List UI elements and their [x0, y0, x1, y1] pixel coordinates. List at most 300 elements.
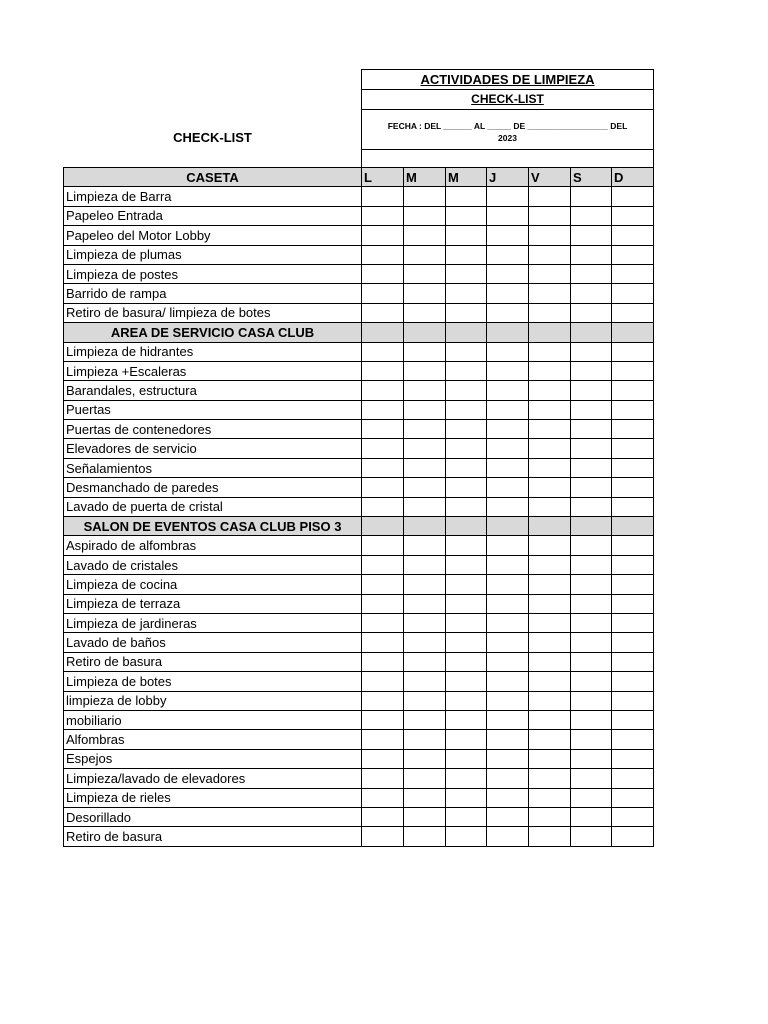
section-header-row — [64, 517, 654, 536]
check-cell[interactable] — [362, 264, 404, 283]
check-cell[interactable] — [362, 594, 404, 613]
check-cell[interactable] — [529, 206, 571, 225]
task-row — [64, 827, 654, 846]
check-cell[interactable] — [487, 788, 529, 807]
check-cell[interactable] — [529, 633, 571, 652]
check-cell[interactable] — [571, 361, 612, 380]
section-fill-cell — [404, 517, 446, 536]
check-cell[interactable] — [362, 672, 404, 691]
check-cell[interactable] — [446, 827, 487, 846]
check-cell[interactable] — [404, 187, 446, 206]
task-row — [64, 613, 654, 632]
task-row — [64, 807, 654, 826]
task-label: limpieza de lobby — [64, 691, 362, 710]
check-cell[interactable] — [529, 575, 571, 594]
check-cell[interactable] — [571, 264, 612, 283]
check-cell[interactable] — [446, 245, 487, 264]
check-cell[interactable] — [612, 420, 654, 439]
task-row — [64, 206, 654, 225]
check-cell[interactable] — [362, 633, 404, 652]
check-cell[interactable] — [404, 613, 446, 632]
check-cell[interactable] — [446, 613, 487, 632]
task-label: Limpieza de terraza — [64, 594, 362, 613]
check-cell[interactable] — [487, 536, 529, 555]
check-cell[interactable] — [487, 264, 529, 283]
task-row — [64, 187, 654, 206]
check-cell[interactable] — [529, 497, 571, 516]
check-cell[interactable] — [404, 264, 446, 283]
check-cell[interactable] — [487, 420, 529, 439]
check-cell[interactable] — [404, 439, 446, 458]
check-cell[interactable] — [487, 575, 529, 594]
check-cell[interactable] — [404, 497, 446, 516]
check-cell[interactable] — [362, 458, 404, 477]
check-cell[interactable] — [529, 284, 571, 303]
check-cell[interactable] — [529, 381, 571, 400]
check-cell[interactable] — [571, 730, 612, 749]
check-cell[interactable] — [404, 381, 446, 400]
check-cell[interactable] — [571, 439, 612, 458]
section-fill-cell — [362, 323, 404, 342]
check-cell[interactable] — [612, 769, 654, 788]
check-cell[interactable] — [612, 807, 654, 826]
section-fill-cell — [404, 323, 446, 342]
check-cell[interactable] — [362, 769, 404, 788]
check-cell[interactable] — [571, 672, 612, 691]
day-header: J — [487, 168, 529, 187]
check-cell[interactable] — [571, 749, 612, 768]
check-cell[interactable] — [529, 458, 571, 477]
check-cell[interactable] — [612, 633, 654, 652]
check-cell[interactable] — [446, 439, 487, 458]
check-cell[interactable] — [487, 769, 529, 788]
check-cell[interactable] — [487, 652, 529, 671]
check-cell[interactable] — [612, 788, 654, 807]
check-cell[interactable] — [529, 555, 571, 574]
check-cell[interactable] — [362, 478, 404, 497]
check-cell[interactable] — [529, 730, 571, 749]
check-cell[interactable] — [446, 672, 487, 691]
check-cell[interactable] — [446, 226, 487, 245]
check-cell[interactable] — [404, 303, 446, 322]
check-cell[interactable] — [529, 613, 571, 632]
section-fill-cell — [571, 517, 612, 536]
check-cell[interactable] — [404, 652, 446, 671]
check-cell[interactable] — [571, 769, 612, 788]
check-cell[interactable] — [446, 788, 487, 807]
check-cell[interactable] — [362, 206, 404, 225]
task-row — [64, 342, 654, 361]
check-cell[interactable] — [612, 575, 654, 594]
check-cell[interactable] — [446, 730, 487, 749]
check-cell[interactable] — [404, 594, 446, 613]
check-cell[interactable] — [612, 342, 654, 361]
check-cell[interactable] — [571, 226, 612, 245]
check-cell[interactable] — [362, 749, 404, 768]
task-row — [64, 672, 654, 691]
check-cell[interactable] — [529, 303, 571, 322]
task-label: Espejos — [64, 749, 362, 768]
check-cell[interactable] — [487, 613, 529, 632]
task-row — [64, 652, 654, 671]
check-cell[interactable] — [362, 788, 404, 807]
check-cell[interactable] — [487, 594, 529, 613]
check-cell[interactable] — [571, 536, 612, 555]
check-cell[interactable] — [404, 420, 446, 439]
check-cell[interactable] — [446, 749, 487, 768]
check-cell[interactable] — [404, 710, 446, 729]
check-cell[interactable] — [362, 497, 404, 516]
section-fill-cell — [362, 517, 404, 536]
check-cell[interactable] — [446, 342, 487, 361]
check-cell[interactable] — [529, 672, 571, 691]
check-cell[interactable] — [612, 827, 654, 846]
day-header: M — [404, 168, 446, 187]
check-cell[interactable] — [446, 575, 487, 594]
check-cell[interactable] — [487, 478, 529, 497]
check-cell[interactable] — [612, 206, 654, 225]
check-cell[interactable] — [612, 361, 654, 380]
check-cell[interactable] — [404, 361, 446, 380]
check-cell[interactable] — [446, 187, 487, 206]
check-cell[interactable] — [571, 633, 612, 652]
check-cell[interactable] — [446, 264, 487, 283]
check-cell[interactable] — [571, 652, 612, 671]
check-cell[interactable] — [529, 245, 571, 264]
check-cell[interactable] — [404, 633, 446, 652]
task-row — [64, 381, 654, 400]
check-cell[interactable] — [612, 497, 654, 516]
check-cell[interactable] — [529, 788, 571, 807]
check-cell[interactable] — [362, 226, 404, 245]
check-cell[interactable] — [404, 400, 446, 419]
task-row — [64, 575, 654, 594]
check-cell[interactable] — [446, 691, 487, 710]
task-row — [64, 303, 654, 322]
check-cell[interactable] — [571, 691, 612, 710]
check-cell[interactable] — [487, 807, 529, 826]
check-cell[interactable] — [612, 284, 654, 303]
check-cell[interactable] — [362, 710, 404, 729]
check-cell[interactable] — [404, 245, 446, 264]
check-cell[interactable] — [571, 284, 612, 303]
check-cell[interactable] — [446, 807, 487, 826]
task-row — [64, 730, 654, 749]
task-row — [64, 439, 654, 458]
check-cell[interactable] — [487, 400, 529, 419]
check-cell[interactable] — [487, 555, 529, 574]
check-cell[interactable] — [362, 187, 404, 206]
check-cell[interactable] — [487, 691, 529, 710]
check-cell[interactable] — [362, 284, 404, 303]
check-cell[interactable] — [362, 439, 404, 458]
check-cell[interactable] — [404, 478, 446, 497]
check-cell[interactable] — [362, 400, 404, 419]
check-cell[interactable] — [529, 710, 571, 729]
check-cell[interactable] — [404, 342, 446, 361]
check-cell[interactable] — [446, 458, 487, 477]
check-cell[interactable] — [446, 769, 487, 788]
task-label: Limpieza de botes — [64, 672, 362, 691]
check-cell[interactable] — [612, 594, 654, 613]
task-label: Elevadores de servicio — [64, 439, 362, 458]
check-cell[interactable] — [404, 788, 446, 807]
check-cell[interactable] — [571, 400, 612, 419]
task-label: Limpieza de hidrantes — [64, 342, 362, 361]
task-row — [64, 710, 654, 729]
check-cell[interactable] — [487, 284, 529, 303]
check-cell[interactable] — [612, 303, 654, 322]
check-cell[interactable] — [571, 788, 612, 807]
task-label: Alfombras — [64, 730, 362, 749]
check-cell[interactable] — [487, 187, 529, 206]
check-cell[interactable] — [571, 497, 612, 516]
section-header-row — [64, 323, 654, 342]
check-cell[interactable] — [362, 303, 404, 322]
check-cell[interactable] — [612, 264, 654, 283]
check-cell[interactable] — [529, 691, 571, 710]
check-cell[interactable] — [487, 361, 529, 380]
check-cell[interactable] — [404, 458, 446, 477]
check-cell[interactable] — [529, 264, 571, 283]
check-cell[interactable] — [571, 381, 612, 400]
check-cell[interactable] — [404, 226, 446, 245]
header-subtitle: CHECK-LIST — [362, 90, 653, 110]
check-cell[interactable] — [571, 478, 612, 497]
check-cell[interactable] — [446, 594, 487, 613]
task-row — [64, 536, 654, 555]
check-cell[interactable] — [612, 187, 654, 206]
task-row — [64, 264, 654, 283]
day-header: D — [612, 168, 654, 187]
check-cell[interactable] — [529, 420, 571, 439]
check-cell[interactable] — [362, 381, 404, 400]
check-cell[interactable] — [571, 206, 612, 225]
check-cell[interactable] — [404, 555, 446, 574]
check-cell[interactable] — [571, 458, 612, 477]
check-cell[interactable] — [612, 245, 654, 264]
check-cell[interactable] — [362, 420, 404, 439]
check-cell[interactable] — [446, 284, 487, 303]
check-cell[interactable] — [571, 594, 612, 613]
check-cell[interactable] — [571, 807, 612, 826]
section-fill-cell — [529, 323, 571, 342]
section-fill-cell — [612, 517, 654, 536]
check-cell[interactable] — [487, 633, 529, 652]
check-cell[interactable] — [362, 575, 404, 594]
date-line-year: 2023 — [498, 133, 517, 143]
check-cell[interactable] — [612, 749, 654, 768]
task-label: Desmanchado de paredes — [64, 478, 362, 497]
header-box — [361, 69, 654, 150]
check-cell[interactable] — [612, 710, 654, 729]
check-cell[interactable] — [529, 769, 571, 788]
check-cell[interactable] — [612, 555, 654, 574]
check-cell[interactable] — [571, 187, 612, 206]
task-row — [64, 245, 654, 264]
check-cell[interactable] — [571, 613, 612, 632]
task-label: Limpieza de jardineras — [64, 613, 362, 632]
check-cell[interactable] — [446, 536, 487, 555]
check-cell[interactable] — [487, 749, 529, 768]
check-cell[interactable] — [529, 749, 571, 768]
task-row — [64, 691, 654, 710]
day-header: V — [529, 168, 571, 187]
check-cell[interactable] — [446, 497, 487, 516]
check-cell[interactable] — [446, 303, 487, 322]
check-cell[interactable] — [612, 458, 654, 477]
section-fill-cell — [446, 517, 487, 536]
task-label: Papeleo del Motor Lobby — [64, 226, 362, 245]
check-cell[interactable] — [404, 206, 446, 225]
task-row — [64, 400, 654, 419]
check-cell[interactable] — [612, 226, 654, 245]
check-cell[interactable] — [404, 284, 446, 303]
check-cell[interactable] — [571, 575, 612, 594]
task-label: Barrido de rampa — [64, 284, 362, 303]
check-cell[interactable] — [612, 439, 654, 458]
check-cell[interactable] — [362, 652, 404, 671]
checklist-table — [63, 167, 654, 847]
check-cell[interactable] — [446, 206, 487, 225]
check-cell[interactable] — [529, 478, 571, 497]
check-cell[interactable] — [487, 245, 529, 264]
check-cell[interactable] — [487, 827, 529, 846]
task-label: Retiro de basura — [64, 827, 362, 846]
check-cell[interactable] — [487, 710, 529, 729]
task-label: Lavado de cristales — [64, 555, 362, 574]
check-cell[interactable] — [487, 497, 529, 516]
date-line[interactable] — [362, 110, 653, 144]
check-cell[interactable] — [404, 730, 446, 749]
check-cell[interactable] — [362, 827, 404, 846]
check-cell[interactable] — [404, 827, 446, 846]
check-cell[interactable] — [446, 381, 487, 400]
check-cell[interactable] — [362, 691, 404, 710]
check-cell[interactable] — [487, 730, 529, 749]
check-cell[interactable] — [362, 342, 404, 361]
check-cell[interactable] — [362, 555, 404, 574]
section-fill-cell — [529, 517, 571, 536]
check-cell[interactable] — [487, 342, 529, 361]
section-fill-cell — [571, 323, 612, 342]
task-row — [64, 361, 654, 380]
check-cell[interactable] — [487, 439, 529, 458]
day-header: M — [446, 168, 487, 187]
check-cell[interactable] — [571, 245, 612, 264]
check-cell[interactable] — [362, 730, 404, 749]
date-line-text: FECHA : DEL ______ AL _____ DE _________________ DEL — [387, 121, 628, 131]
task-row — [64, 478, 654, 497]
check-cell[interactable] — [612, 691, 654, 710]
task-row — [64, 633, 654, 652]
check-cell[interactable] — [529, 807, 571, 826]
check-cell[interactable] — [529, 652, 571, 671]
check-cell[interactable] — [446, 400, 487, 419]
check-cell[interactable] — [529, 439, 571, 458]
check-cell[interactable] — [446, 361, 487, 380]
check-cell[interactable] — [487, 226, 529, 245]
task-label: Limpieza de cocina — [64, 575, 362, 594]
check-cell[interactable] — [571, 710, 612, 729]
check-cell[interactable] — [612, 478, 654, 497]
check-cell[interactable] — [612, 536, 654, 555]
check-cell[interactable] — [612, 381, 654, 400]
check-cell[interactable] — [487, 206, 529, 225]
check-cell[interactable] — [529, 226, 571, 245]
task-row — [64, 284, 654, 303]
section-fill-cell — [446, 323, 487, 342]
check-cell[interactable] — [404, 536, 446, 555]
check-cell[interactable] — [446, 652, 487, 671]
check-cell[interactable] — [529, 187, 571, 206]
check-cell[interactable] — [612, 400, 654, 419]
task-row — [64, 497, 654, 516]
check-cell[interactable] — [487, 458, 529, 477]
check-cell[interactable] — [571, 555, 612, 574]
check-cell[interactable] — [404, 691, 446, 710]
check-cell[interactable] — [529, 400, 571, 419]
check-cell[interactable] — [446, 710, 487, 729]
check-cell[interactable] — [446, 420, 487, 439]
section-header-row — [64, 168, 654, 187]
check-cell[interactable] — [404, 575, 446, 594]
check-cell[interactable] — [571, 342, 612, 361]
check-cell[interactable] — [529, 536, 571, 555]
check-cell[interactable] — [404, 749, 446, 768]
check-cell[interactable] — [612, 672, 654, 691]
task-label: Limpieza +Escaleras — [64, 361, 362, 380]
check-cell[interactable] — [529, 594, 571, 613]
check-cell[interactable] — [404, 672, 446, 691]
check-cell[interactable] — [612, 730, 654, 749]
check-cell[interactable] — [487, 303, 529, 322]
section-fill-cell — [487, 517, 529, 536]
check-cell[interactable] — [487, 381, 529, 400]
check-cell[interactable] — [404, 769, 446, 788]
section-fill-cell — [612, 323, 654, 342]
check-cell[interactable] — [571, 303, 612, 322]
day-header: S — [571, 168, 612, 187]
task-label: Limpieza/lavado de elevadores — [64, 769, 362, 788]
task-row — [64, 226, 654, 245]
check-cell[interactable] — [612, 652, 654, 671]
task-label: mobiliario — [64, 710, 362, 729]
check-cell[interactable] — [529, 361, 571, 380]
check-cell[interactable] — [571, 420, 612, 439]
task-label: Barandales, estructura — [64, 381, 362, 400]
check-cell[interactable] — [571, 827, 612, 846]
check-cell[interactable] — [362, 613, 404, 632]
check-cell[interactable] — [362, 245, 404, 264]
task-label: Señalamientos — [64, 458, 362, 477]
check-cell[interactable] — [446, 478, 487, 497]
check-cell[interactable] — [362, 361, 404, 380]
check-cell[interactable] — [529, 827, 571, 846]
check-cell[interactable] — [446, 555, 487, 574]
task-row — [64, 458, 654, 477]
check-cell[interactable] — [362, 536, 404, 555]
section-title: AREA DE SERVICIO CASA CLUB — [64, 323, 362, 342]
check-cell[interactable] — [612, 613, 654, 632]
task-row — [64, 788, 654, 807]
header-spacer — [361, 149, 654, 167]
check-cell[interactable] — [404, 807, 446, 826]
check-cell[interactable] — [529, 342, 571, 361]
check-cell[interactable] — [487, 672, 529, 691]
check-cell[interactable] — [362, 807, 404, 826]
check-cell[interactable] — [446, 633, 487, 652]
